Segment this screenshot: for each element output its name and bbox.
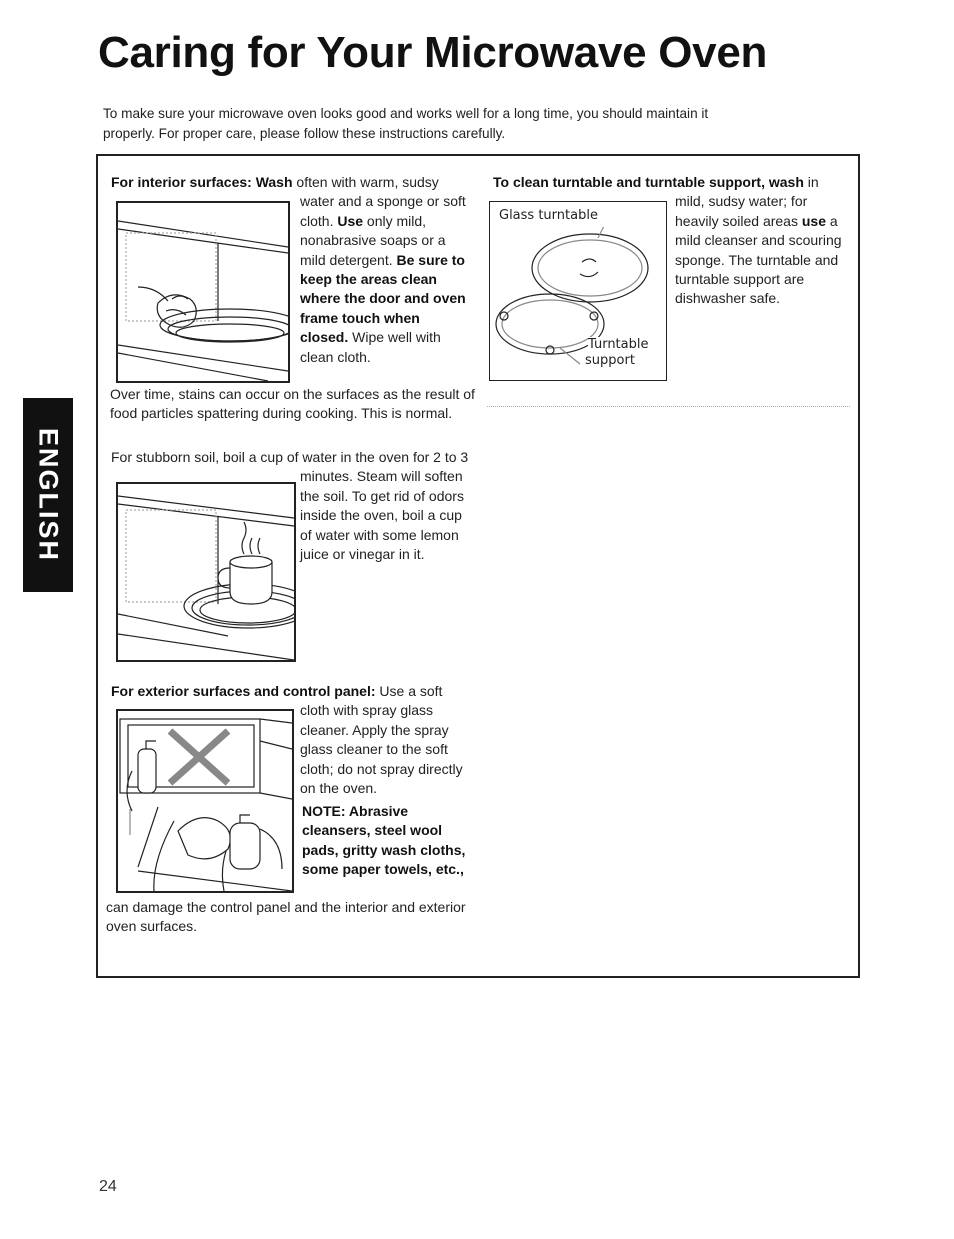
section-divider <box>487 406 850 407</box>
steam-cup-illustration <box>116 482 296 662</box>
glass-turntable-label: Glass turntable <box>499 208 598 223</box>
page-number: 24 <box>99 1178 117 1195</box>
interior-wipe-illustration <box>116 201 290 383</box>
intro-paragraph: To make sure your microwave oven looks good and works well for a long time, you should maintain it properly. For proper care, please follow these instructions carefully. <box>103 106 709 141</box>
exterior-heading: For exterior surfaces and control panel: <box>111 683 376 699</box>
interior-para2-wrap <box>110 385 475 424</box>
turntable-support-label-2: support <box>585 353 635 368</box>
interior-heading: For interior surfaces: Wash <box>111 174 293 190</box>
stains-paragraph: Over time, stains can occur on the surfaces as the result of food particles spattering during cooking. This is normal. <box>110 386 475 422</box>
note-continuation <box>106 898 466 937</box>
turntable-paragraph: To clean turntable and turntable support, wash in mild, sudsy water; for heavily soiled areas use a mild cleanser and scouring sponge. The turntable and turntable support are dishwasher safe. <box>493 174 842 307</box>
page-title: Caring for Your Microwave Oven <box>98 28 768 77</box>
note-section <box>302 802 474 880</box>
exterior-spray-illustration <box>116 709 294 893</box>
note-paragraph-start <box>302 802 474 880</box>
turntable-support-label-1: Turntable <box>588 337 649 352</box>
turntable-illustration <box>489 201 667 381</box>
language-tab-label: ENGLISH <box>33 427 64 563</box>
stubborn-soil-paragraph: For stubborn soil, boil a cup of water in the oven for 2 to 3 minutes. Steam will soften the soil. To get rid of odors inside the oven, boil a cup of water with some lemon juice or vinegar in it. <box>111 449 469 563</box>
exterior-paragraph: For exterior surfaces and control panel: Use a soft cloth with spray glass cleaner. Apply the spray glass cleaner to the soft cloth; do not spray directly on the oven. <box>111 683 463 797</box>
language-tab <box>23 398 73 592</box>
turntable-heading: To clean turntable and turntable support, wash <box>493 174 804 190</box>
note-bold: NOTE: Abrasive cleansers, steel wool pads, gritty wash cloths, some paper towels, etc., <box>302 803 466 878</box>
note-paragraph-text: can damage the control panel and the interior and exterior oven surfaces. <box>106 899 466 935</box>
interior-paragraph: For interior surfaces: Wash often with warm, sudsy water and a sponge or soft cloth. Use only mild, nonabrasive soaps or a mild detergent. Be sure to keep the areas clean where the door and oven frame touch when closed. Wipe well with clean cloth. <box>111 174 466 365</box>
